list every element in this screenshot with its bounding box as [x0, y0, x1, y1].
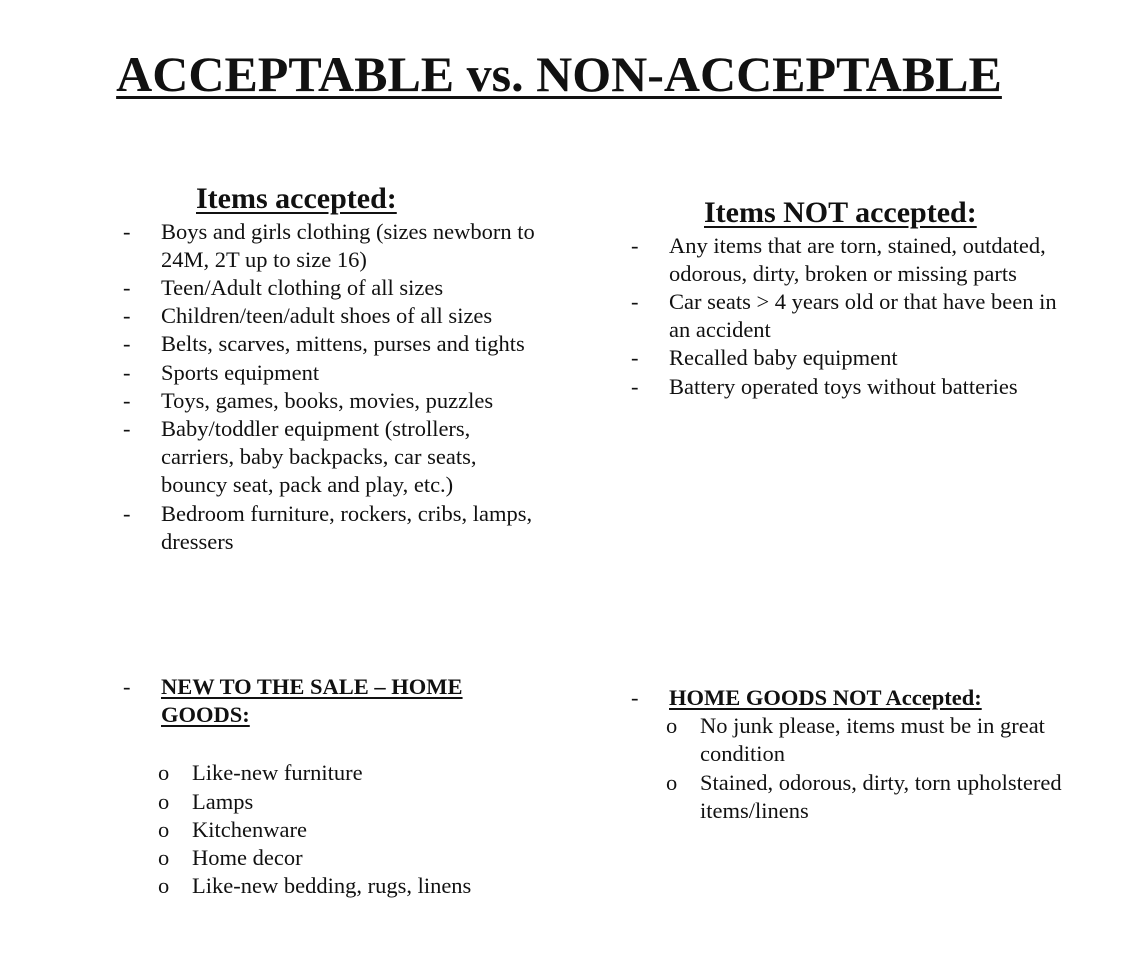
list-item: - Boys and girls clothing (sizes newborn to 24M, 2T up to size 16) [120, 218, 540, 274]
list-item: - Children/teen/adult shoes of all sizes [120, 302, 540, 330]
list-item: o Like-new bedding, rugs, linens [120, 872, 540, 900]
list-item: - Toys, games, books, movies, puzzles [120, 387, 540, 415]
accepted-home-goods-heading: NEW TO THE SALE – HOME GOODS: [161, 674, 463, 728]
accepted-home-goods-list [120, 759, 540, 900]
list-item: - Any items that are torn, stained, outdated, odorous, dirty, broken or missing parts [628, 232, 1068, 288]
not-accepted-home-goods-heading-list [628, 684, 1068, 712]
not-accepted-home-goods-heading: HOME GOODS NOT Accepted: [669, 685, 982, 710]
list-item: - Baby/toddler equipment (strollers, carriers, baby backpacks, car seats, bouncy seat, pack and play, etc.) [120, 415, 540, 500]
list-item: - Belts, scarves, mittens, purses and tights [120, 330, 540, 358]
page-title [0, 44, 1118, 104]
not-accepted-list [628, 232, 1068, 401]
accepted-home-goods-heading-list [120, 673, 540, 729]
list-item: o Kitchenware [120, 816, 540, 844]
list-item [628, 684, 1068, 712]
not-accepted-column [628, 194, 1068, 401]
list-item: - Car seats > 4 years old or that have been in an accident [628, 288, 1068, 344]
list-item: - Teen/Adult clothing of all sizes [120, 274, 540, 302]
list-item [120, 673, 540, 729]
list-item: o Like-new furniture [120, 759, 540, 787]
list-item: o Lamps [120, 788, 540, 816]
list-item: o Home decor [120, 844, 540, 872]
accepted-list [120, 218, 540, 556]
not-accepted-home-goods-list [628, 712, 1068, 825]
accepted-home-goods-section [120, 673, 540, 900]
not-accepted-heading: Items NOT accepted: [704, 196, 977, 229]
list-item: o No junk please, items must be in great condition [628, 712, 1068, 768]
list-item: - Battery operated toys without batteries [628, 373, 1068, 401]
list-item: - Bedroom furniture, rockers, cribs, lamps, dressers [120, 500, 540, 556]
list-item: o Stained, odorous, dirty, torn upholstered items/linens [628, 769, 1068, 825]
list-item: - Recalled baby equipment [628, 344, 1068, 372]
not-accepted-home-goods-section [628, 684, 1068, 825]
accepted-heading: Items accepted: [196, 182, 397, 215]
list-item: - Sports equipment [120, 359, 540, 387]
page-title-text: ACCEPTABLE vs. NON-ACCEPTABLE [116, 46, 1002, 102]
accepted-column [120, 180, 540, 556]
